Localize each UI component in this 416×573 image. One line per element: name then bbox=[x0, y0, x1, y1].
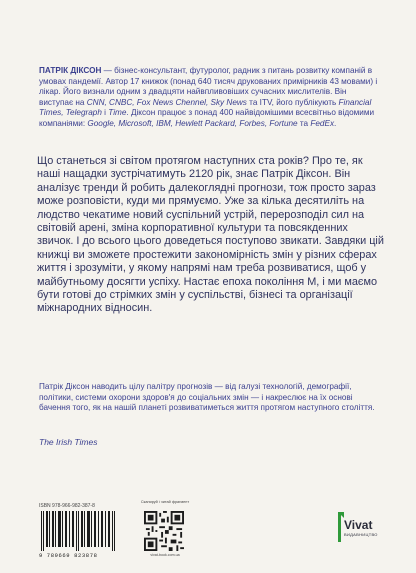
qr-code-icon bbox=[144, 511, 184, 551]
bio-text: та bbox=[297, 118, 311, 128]
qr-url: vivat-book.com.ua bbox=[150, 553, 180, 557]
author-bio bbox=[39, 66, 379, 130]
publisher-name: Vivat bbox=[344, 518, 373, 532]
bio-text: . Діксон працює з понад 400 найвідомішими всесвітньо відомими компаніями: bbox=[39, 108, 375, 128]
bio-text: та ITV, його публікують bbox=[246, 97, 339, 107]
barcode-digits: 9 789669 823878 bbox=[39, 552, 98, 559]
bio-time: Time bbox=[108, 108, 127, 118]
isbn-text: ISBN 978-966-982-387-8 bbox=[39, 503, 95, 509]
bio-text: . bbox=[334, 118, 337, 128]
book-description: Що станеться зі світом протягом наступних ста років? Про те, як наші нащадки зустрічатимуть 2120 рік, знає Патрік Діксон. Він аналізує тренди й робить далекоглядні прогнози, тож просто зараз може розповісти, куди ми прямуємо. Уже за кілька десятиліть на людство чекатиме новий суспільний устрій, перерозподіл сил на світовій арені, зміна корпоративної культури та повсякденних звичок. І до всього цього доведеться поступово звикати. Завдяки цій книжці ви зможете простежити закономірність змін у різних сферах життя і зрозуміти, у якому напрямі нам треба розвиватися, щоб у майбутньому досягти успіху. Настає епоха покоління М, і ми маємо бути готові до стрімких змін у суспільстві, бізнесі та організації міжнародних відносин. bbox=[37, 155, 384, 315]
bio-papers: Financial Times, Telegraph bbox=[39, 97, 372, 118]
barcode bbox=[39, 511, 118, 551]
bio-companies: Google, Microsoft, IBM, Hewlett Packard, Forbes, Fortune bbox=[87, 118, 298, 128]
bio-channels: CNN, CNBC, Fox News Chennel, Sky News bbox=[86, 97, 247, 107]
review-source: The Irish Times bbox=[39, 437, 98, 447]
bio-fedex: FedEx bbox=[310, 118, 335, 128]
bio-text: і bbox=[101, 108, 109, 118]
bio-text: — бізнес-консультант, футуролог, радник з питань розвитку компаній в умовах пандемії. Автор 17 книжок (понад 640 тисяч друкованих примірників 43 мовами) і лікар. Його визнали одним з двадцяти найвпливовіших сучасних мислителів. Він виступає на bbox=[39, 66, 378, 107]
qr-label: Сканируй і читай фрагмент bbox=[140, 500, 190, 504]
review-quote: Патрік Діксон наводить цілу палітру прогнозів — від галузі технологій, демографії, політики, системи охорони здоров'я до соціальних змін — і накреслює на їх основі бачення того, як на нашій планеті розвиватиметься життя протягом наступного століття. bbox=[39, 382, 375, 413]
publisher-sub: ВИДАВНИЦТВО bbox=[344, 532, 378, 537]
author-name: ПАТРІК ДІКСОН bbox=[39, 66, 102, 75]
